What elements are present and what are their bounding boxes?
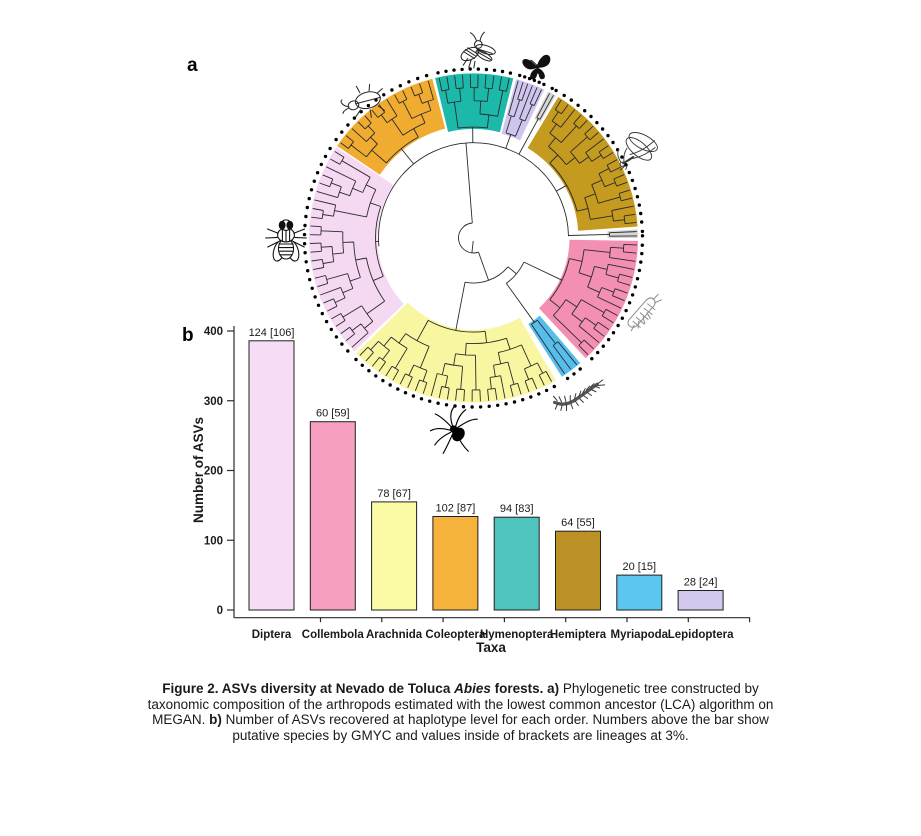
caption-line bbox=[0, 728, 921, 744]
panel-b-label: b bbox=[182, 325, 194, 346]
tip-dot bbox=[636, 277, 639, 280]
tip-dot bbox=[303, 251, 306, 254]
tip-dot bbox=[361, 364, 364, 367]
tip-dot bbox=[504, 402, 507, 405]
y-tick-label: 0 bbox=[216, 605, 223, 617]
tip-dot bbox=[381, 379, 384, 382]
lacewing-icon bbox=[618, 129, 660, 171]
tip-dot bbox=[399, 84, 402, 87]
tip-dot bbox=[390, 88, 393, 91]
tip-dot bbox=[640, 220, 643, 223]
tip-dot bbox=[590, 357, 593, 360]
tip-dot bbox=[639, 212, 642, 215]
tip-dot bbox=[602, 345, 605, 348]
tip-dot bbox=[545, 389, 548, 392]
tip-dot bbox=[477, 67, 480, 70]
caption-text: Figure 2. ASVs diversity at Nevado de Toluca bbox=[162, 681, 455, 696]
panel-a-label: a bbox=[187, 55, 198, 76]
tip-dot bbox=[462, 405, 465, 408]
tip-dot bbox=[412, 394, 415, 397]
tip-dot bbox=[340, 130, 343, 133]
tip-dot bbox=[572, 372, 575, 375]
bar-arachnida bbox=[372, 502, 417, 610]
tip-dot bbox=[501, 70, 504, 73]
category-label: Coleoptera bbox=[425, 629, 486, 641]
tip-dot bbox=[340, 342, 343, 345]
tip-dot bbox=[335, 335, 338, 338]
tip-dot bbox=[316, 171, 319, 174]
butterfly-icon bbox=[522, 55, 552, 82]
tip-dot bbox=[416, 77, 419, 80]
bar-collembola bbox=[310, 422, 355, 610]
tip-dot bbox=[334, 138, 337, 141]
tip-dot bbox=[641, 244, 644, 247]
tip-dot bbox=[612, 331, 615, 334]
tip-dot bbox=[606, 134, 609, 137]
tip-dot bbox=[493, 69, 496, 72]
springtail-icon bbox=[628, 294, 661, 330]
tip-dot bbox=[542, 83, 545, 86]
bar-value-label: 102 [87] bbox=[435, 502, 476, 515]
tip-dot bbox=[509, 71, 512, 74]
tip-dot bbox=[496, 404, 499, 407]
tip-dot bbox=[633, 187, 636, 190]
tip-dot bbox=[551, 87, 554, 90]
category-label: Arachnida bbox=[365, 629, 423, 641]
tip-dot bbox=[479, 405, 482, 408]
bar-value-label: 60 [59] bbox=[315, 407, 350, 420]
tip-dot bbox=[616, 324, 619, 327]
tip-dot bbox=[324, 155, 327, 158]
tip-dot bbox=[513, 400, 516, 403]
y-tick-label: 300 bbox=[203, 395, 223, 408]
tip-dot bbox=[624, 309, 627, 312]
bar-myriapoda bbox=[617, 575, 662, 610]
tip-dot bbox=[460, 68, 463, 71]
tip-dot bbox=[404, 391, 407, 394]
bar-hemiptera bbox=[556, 531, 601, 610]
tip-dot bbox=[553, 385, 556, 388]
tip-dot bbox=[308, 278, 311, 281]
tip-dot bbox=[631, 293, 634, 296]
tip-dot bbox=[445, 403, 448, 406]
tip-dot bbox=[523, 75, 526, 78]
tip-dot bbox=[313, 295, 316, 298]
tip-dot bbox=[640, 252, 643, 255]
tip-dot bbox=[320, 163, 323, 166]
sector-hemiptera bbox=[528, 97, 638, 231]
tip-dot bbox=[641, 234, 644, 237]
category-label: Myriapoda bbox=[610, 629, 669, 641]
fly-icon bbox=[266, 220, 307, 263]
tip-dot bbox=[521, 398, 524, 401]
tip-dot bbox=[308, 197, 311, 200]
tip-dot bbox=[346, 123, 349, 126]
bar-value-label: 28 [24] bbox=[683, 576, 718, 589]
tip-dot bbox=[303, 224, 306, 227]
caption-text: putative species by GMYC and values inside of brackets are lineages at 3%. bbox=[232, 727, 689, 743]
tip-dot bbox=[607, 338, 610, 341]
tip-dot bbox=[537, 392, 540, 395]
tip-dot bbox=[354, 358, 357, 361]
bar-value-label: 124 [106] bbox=[248, 326, 295, 339]
y-tick-label: 200 bbox=[203, 465, 223, 478]
caption-text: Phylogenetic tree constructed by bbox=[559, 681, 759, 696]
caption-text: a) bbox=[547, 681, 560, 696]
tip-dot bbox=[396, 387, 399, 390]
tip-dot bbox=[638, 269, 641, 272]
tip-dot bbox=[436, 71, 439, 74]
tip-dot bbox=[382, 93, 385, 96]
caption-text: forests. bbox=[490, 681, 548, 696]
tip-dot bbox=[303, 242, 306, 245]
tip-dot bbox=[628, 171, 631, 174]
tip-dot bbox=[311, 287, 314, 290]
bar-value-label: 94 [83] bbox=[499, 503, 534, 516]
tip-dot bbox=[328, 147, 331, 150]
tip-dot bbox=[628, 301, 631, 304]
caption-text: b) bbox=[209, 712, 222, 728]
tip-dot bbox=[389, 383, 392, 386]
tip-dot bbox=[330, 328, 333, 331]
tip-dot bbox=[325, 320, 328, 323]
tip-dot bbox=[518, 74, 521, 77]
spider-icon bbox=[431, 406, 478, 454]
figure-caption bbox=[0, 681, 921, 743]
tip-dot bbox=[538, 81, 541, 84]
tip-dot bbox=[346, 349, 349, 352]
tip-dot bbox=[631, 179, 634, 182]
tip-dot bbox=[367, 104, 370, 107]
phylogenetic-tree bbox=[303, 67, 644, 408]
category-label: Collembola bbox=[301, 629, 364, 641]
tip-dot bbox=[595, 121, 598, 124]
tip-dot bbox=[425, 74, 428, 77]
caption-text: MEGAN. bbox=[152, 712, 210, 728]
tip-dot bbox=[611, 141, 614, 144]
bar-lepidoptera bbox=[678, 591, 723, 611]
bar-coleoptera bbox=[433, 517, 478, 611]
tip-dot bbox=[570, 98, 573, 101]
category-label: Lepidoptera bbox=[667, 629, 734, 641]
sector-unassigned bbox=[607, 229, 638, 238]
tip-dot bbox=[636, 195, 639, 198]
category-label: Hymenoptera bbox=[479, 629, 554, 641]
tip-dot bbox=[621, 317, 624, 320]
tip-dot bbox=[304, 215, 307, 218]
sector-hymenoptera bbox=[435, 73, 513, 132]
centipede-icon bbox=[553, 380, 604, 411]
caption-line bbox=[0, 681, 921, 697]
y-tick-label: 100 bbox=[203, 535, 223, 548]
category-label: Diptera bbox=[251, 629, 292, 641]
tip-dot bbox=[634, 285, 637, 288]
tip-dot bbox=[589, 115, 592, 118]
tip-dot bbox=[639, 260, 642, 263]
tip-dot bbox=[305, 260, 308, 263]
tip-dot bbox=[444, 70, 447, 73]
bar-diptera bbox=[249, 341, 294, 610]
tip-dot bbox=[554, 89, 557, 92]
bar-value-label: 78 [67] bbox=[377, 487, 411, 500]
tip-dot bbox=[303, 233, 306, 236]
tip-dot bbox=[638, 203, 641, 206]
tip-dot bbox=[306, 269, 309, 272]
tip-dot bbox=[620, 155, 623, 158]
tip-dot bbox=[317, 304, 320, 307]
category-label: Hemiptera bbox=[549, 629, 607, 641]
tip-dot bbox=[485, 68, 488, 71]
bar-hymenoptera bbox=[494, 517, 539, 610]
tip-dot bbox=[313, 180, 316, 183]
tip-dot bbox=[470, 405, 473, 408]
tip-dot bbox=[601, 127, 604, 130]
tip-dot bbox=[306, 206, 309, 209]
tip-dot bbox=[566, 377, 569, 380]
tip-dot bbox=[583, 109, 586, 112]
caption-line bbox=[0, 712, 921, 728]
tip-dot bbox=[407, 80, 410, 83]
tip-dot bbox=[529, 395, 532, 398]
tip-dot bbox=[596, 351, 599, 354]
tip-dot bbox=[579, 367, 582, 370]
caption-line bbox=[0, 697, 921, 713]
x-axis-title: Taxa bbox=[476, 640, 506, 655]
tip-dot bbox=[641, 230, 644, 233]
tip-dot bbox=[436, 402, 439, 405]
tip-dot bbox=[310, 188, 313, 191]
tip-dot bbox=[367, 369, 370, 372]
wasp-icon bbox=[459, 32, 497, 68]
tip-dot bbox=[488, 405, 491, 408]
tip-dot bbox=[374, 374, 377, 377]
y-axis-title: Number of ASVs bbox=[191, 416, 206, 524]
tip-dot bbox=[321, 312, 324, 315]
tip-dot bbox=[576, 104, 579, 107]
tip-dot bbox=[563, 94, 566, 97]
tip-dot bbox=[420, 397, 423, 400]
caption-text: Abies bbox=[454, 681, 491, 696]
bar-value-label: 64 [55] bbox=[561, 517, 595, 530]
bar-value-label: 20 [15] bbox=[622, 561, 657, 574]
tip-dot bbox=[428, 400, 431, 403]
y-tick-label: 400 bbox=[203, 326, 223, 338]
caption-text: Number of ASVs recovered at haplotype level for each order. Numbers above the bar show bbox=[221, 712, 769, 728]
tip-dot bbox=[452, 68, 455, 71]
caption-text: taxonomic composition of the arthropods estimated with the lowest common ancestor (LCA) algorithm on bbox=[147, 696, 774, 712]
